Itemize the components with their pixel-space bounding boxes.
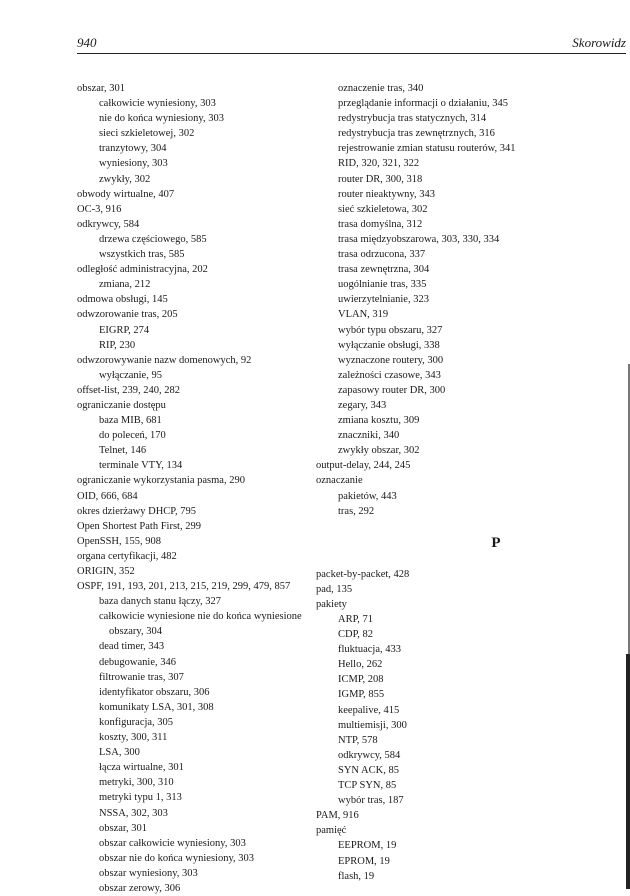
- index-subentry: nie do końca wyniesiony, 303: [99, 113, 225, 125]
- index-subentry: obszary, 304: [109, 626, 162, 638]
- index-entry: okres dzierżawy DHCP, 795: [77, 505, 196, 517]
- index-subentry: CDP, 82: [338, 629, 374, 641]
- index-entry: ograniczanie wykorzystania pasma, 290: [77, 475, 245, 487]
- index-entry: packet-by-packet, 428: [316, 568, 410, 580]
- index-subentry: baza MIB, 681: [99, 415, 162, 427]
- index-subentry: VLAN, 319: [338, 309, 389, 321]
- index-entry: odmowa obsługi, 145: [77, 294, 168, 306]
- index-subentry: trasa międzyobszarowa, 303, 330, 334: [338, 233, 500, 245]
- index-subentry: drzewa częściowego, 585: [99, 233, 207, 245]
- index-entry: Open Shortest Path First, 299: [77, 520, 201, 532]
- index-subentry: dead timer, 343: [99, 641, 165, 653]
- index-subentry: NTP, 578: [338, 734, 378, 746]
- scan-edge-shadow: [626, 654, 630, 889]
- index-subentry: obszar wyniesiony, 303: [99, 867, 198, 879]
- index-subentry: zależności czasowe, 343: [338, 369, 441, 381]
- index-subentry: zmiana kosztu, 309: [338, 415, 420, 427]
- index-subentry: zmiana, 212: [99, 279, 151, 291]
- index-subentry: router DR, 300, 318: [338, 173, 423, 185]
- index-subentry: RIP, 230: [99, 339, 136, 351]
- index-subentry: metryki typu 1, 313: [99, 792, 182, 804]
- index-subentry: NSSA, 302, 303: [99, 807, 168, 819]
- index-subentry: sieć szkieletowa, 302: [338, 203, 428, 215]
- index-subentry: do poleceń, 170: [99, 430, 166, 442]
- index-entry: ograniczanie dostępu: [77, 399, 166, 411]
- index-subentry: wszystkich tras, 585: [99, 249, 185, 261]
- index-entry: offset-list, 239, 240, 282: [77, 384, 181, 396]
- index-subentry: przeglądanie informacji o działaniu, 345: [338, 98, 508, 110]
- index-subentry: całkowicie wyniesiony, 303: [99, 98, 216, 110]
- index-group-o-continued: [316, 81, 616, 519]
- index-subentry: IGMP, 855: [338, 689, 385, 701]
- index-subentry: debugowanie, 346: [99, 656, 176, 668]
- section-letter: P: [491, 534, 501, 551]
- index-subentry: znaczniki, 340: [338, 430, 400, 442]
- index-entry: organa certyfikacji, 482: [77, 550, 177, 562]
- index-entry: OpenSSH, 155, 908: [77, 535, 162, 547]
- index-subentry: uogólnianie tras, 335: [338, 279, 427, 291]
- page-header: [77, 27, 626, 54]
- index-subentry: EPROM, 19: [338, 855, 390, 867]
- index-subentry: wyniesiony, 303: [99, 158, 168, 170]
- index-subentry: zegary, 343: [338, 399, 387, 411]
- index-entry: pamięć: [316, 825, 347, 837]
- index-subentry: trasa domyślna, 312: [338, 218, 423, 230]
- index-subentry: tras, 292: [338, 505, 375, 517]
- index-entry: odkrywcy, 584: [77, 218, 140, 230]
- index-group-p: [316, 567, 616, 884]
- index-subentry: metryki, 300, 310: [99, 777, 174, 789]
- index-subentry: wyznaczone routery, 300: [338, 354, 444, 366]
- index-subentry: wyłączanie obsługi, 338: [338, 339, 440, 351]
- index-subentry: EEPROM, 19: [338, 840, 397, 852]
- index-subentry: ICMP, 208: [338, 674, 384, 686]
- index-subentry: koszty, 300, 311: [99, 732, 168, 744]
- index-subentry: wybór tras, 187: [338, 795, 404, 807]
- index-subentry: redystrybucja tras statycznych, 314: [338, 113, 487, 125]
- index-subentry: flash, 19: [338, 870, 375, 882]
- index-subentry: identyfikator obszaru, 306: [99, 686, 210, 698]
- index-entry: pad, 135: [316, 583, 353, 595]
- index-subentry: LSA, 300: [99, 747, 140, 759]
- index-entry: OC-3, 916: [77, 203, 122, 215]
- index-subentry: ARP, 71: [338, 614, 374, 625]
- index-subentry: sieci szkieletowej, 302: [99, 128, 195, 140]
- index-subentry: obszar nie do końca wyniesiony, 303: [99, 852, 255, 864]
- index-entry: odwzorowywanie nazw domenowych, 92: [77, 354, 252, 366]
- index-subentry: router nieaktywny, 343: [338, 188, 436, 200]
- index-subentry: wybór typu obszaru, 327: [338, 324, 443, 336]
- index-subentry: obszar zerowy, 306: [99, 882, 181, 894]
- index-subentry: baza danych stanu łączy, 327: [99, 596, 222, 608]
- index-entry: ORIGIN, 352: [77, 566, 135, 577]
- index-subentry: zwykły obszar, 302: [338, 445, 420, 457]
- index-subentry: redystrybucja tras zewnętrznych, 316: [338, 128, 495, 140]
- index-subentry: fluktuacja, 433: [338, 644, 401, 656]
- running-head: Skorowidz: [572, 35, 626, 50]
- index-subentry: zapasowy router DR, 300: [338, 384, 446, 396]
- index-entry: output-delay, 244, 245: [316, 460, 411, 472]
- index-entry: odległość administracyjna, 202: [77, 264, 208, 276]
- index-subentry: Telnet, 146: [99, 445, 147, 457]
- index-subentry: trasa zewnętrzna, 304: [338, 264, 430, 276]
- index-subentry: komunikaty LSA, 301, 308: [99, 701, 214, 713]
- index-subentry: rejestrowanie zmian statusu routerów, 341: [338, 143, 516, 155]
- index-subentry: filtrowanie tras, 307: [99, 671, 184, 683]
- index-subentry: Hello, 262: [338, 659, 383, 671]
- index-subentry: wyłączanie, 95: [99, 369, 162, 381]
- index-subentry: oznaczenie tras, 340: [338, 83, 424, 94]
- index-column-right: [316, 81, 616, 884]
- index-entry: oznaczanie: [316, 475, 363, 487]
- index-subentry: zwykły, 302: [99, 173, 151, 185]
- index-entry: odwzorowanie tras, 205: [77, 309, 178, 321]
- index-entry: OID, 666, 684: [77, 490, 138, 502]
- index-subentry: pakietów, 443: [338, 490, 397, 502]
- index-subentry: obszar całkowicie wyniesiony, 303: [99, 837, 246, 849]
- index-entry: pakiety: [316, 598, 347, 610]
- index-subentry: SYN ACK, 85: [338, 764, 399, 776]
- index-entry: PAM, 916: [316, 810, 359, 822]
- index-subentry: tranzytowy, 304: [99, 143, 167, 155]
- index-subentry: keepalive, 415: [338, 704, 400, 716]
- index-subentry: uwierzytelnianie, 323: [338, 294, 429, 306]
- index-entry: OSPF, 191, 193, 201, 213, 215, 219, 299, 479, 857: [77, 581, 291, 593]
- index-entry: obszar, 301: [77, 83, 125, 94]
- index-subentry: terminale VTY, 134: [99, 460, 183, 472]
- index-subentry: obszar, 301: [99, 822, 147, 834]
- index-subentry: łącza wirtualne, 301: [99, 762, 184, 774]
- index-column-left: [77, 81, 317, 896]
- index-subentry: TCP SYN, 85: [338, 780, 397, 792]
- index-subentry: EIGRP, 274: [99, 324, 150, 336]
- index-subentry: RID, 320, 321, 322: [338, 158, 420, 170]
- index-entry: obwody wirtualne, 407: [77, 188, 175, 200]
- index-subentry: odkrywcy, 584: [338, 749, 401, 761]
- index-subentry: trasa odrzucona, 337: [338, 249, 426, 261]
- page-number: 940: [77, 35, 97, 50]
- index-subentry: multiemisji, 300: [338, 719, 407, 731]
- index-subentry: całkowicie wyniesione nie do końca wyniesione: [99, 611, 302, 623]
- index-subentry: konfiguracja, 305: [99, 716, 174, 728]
